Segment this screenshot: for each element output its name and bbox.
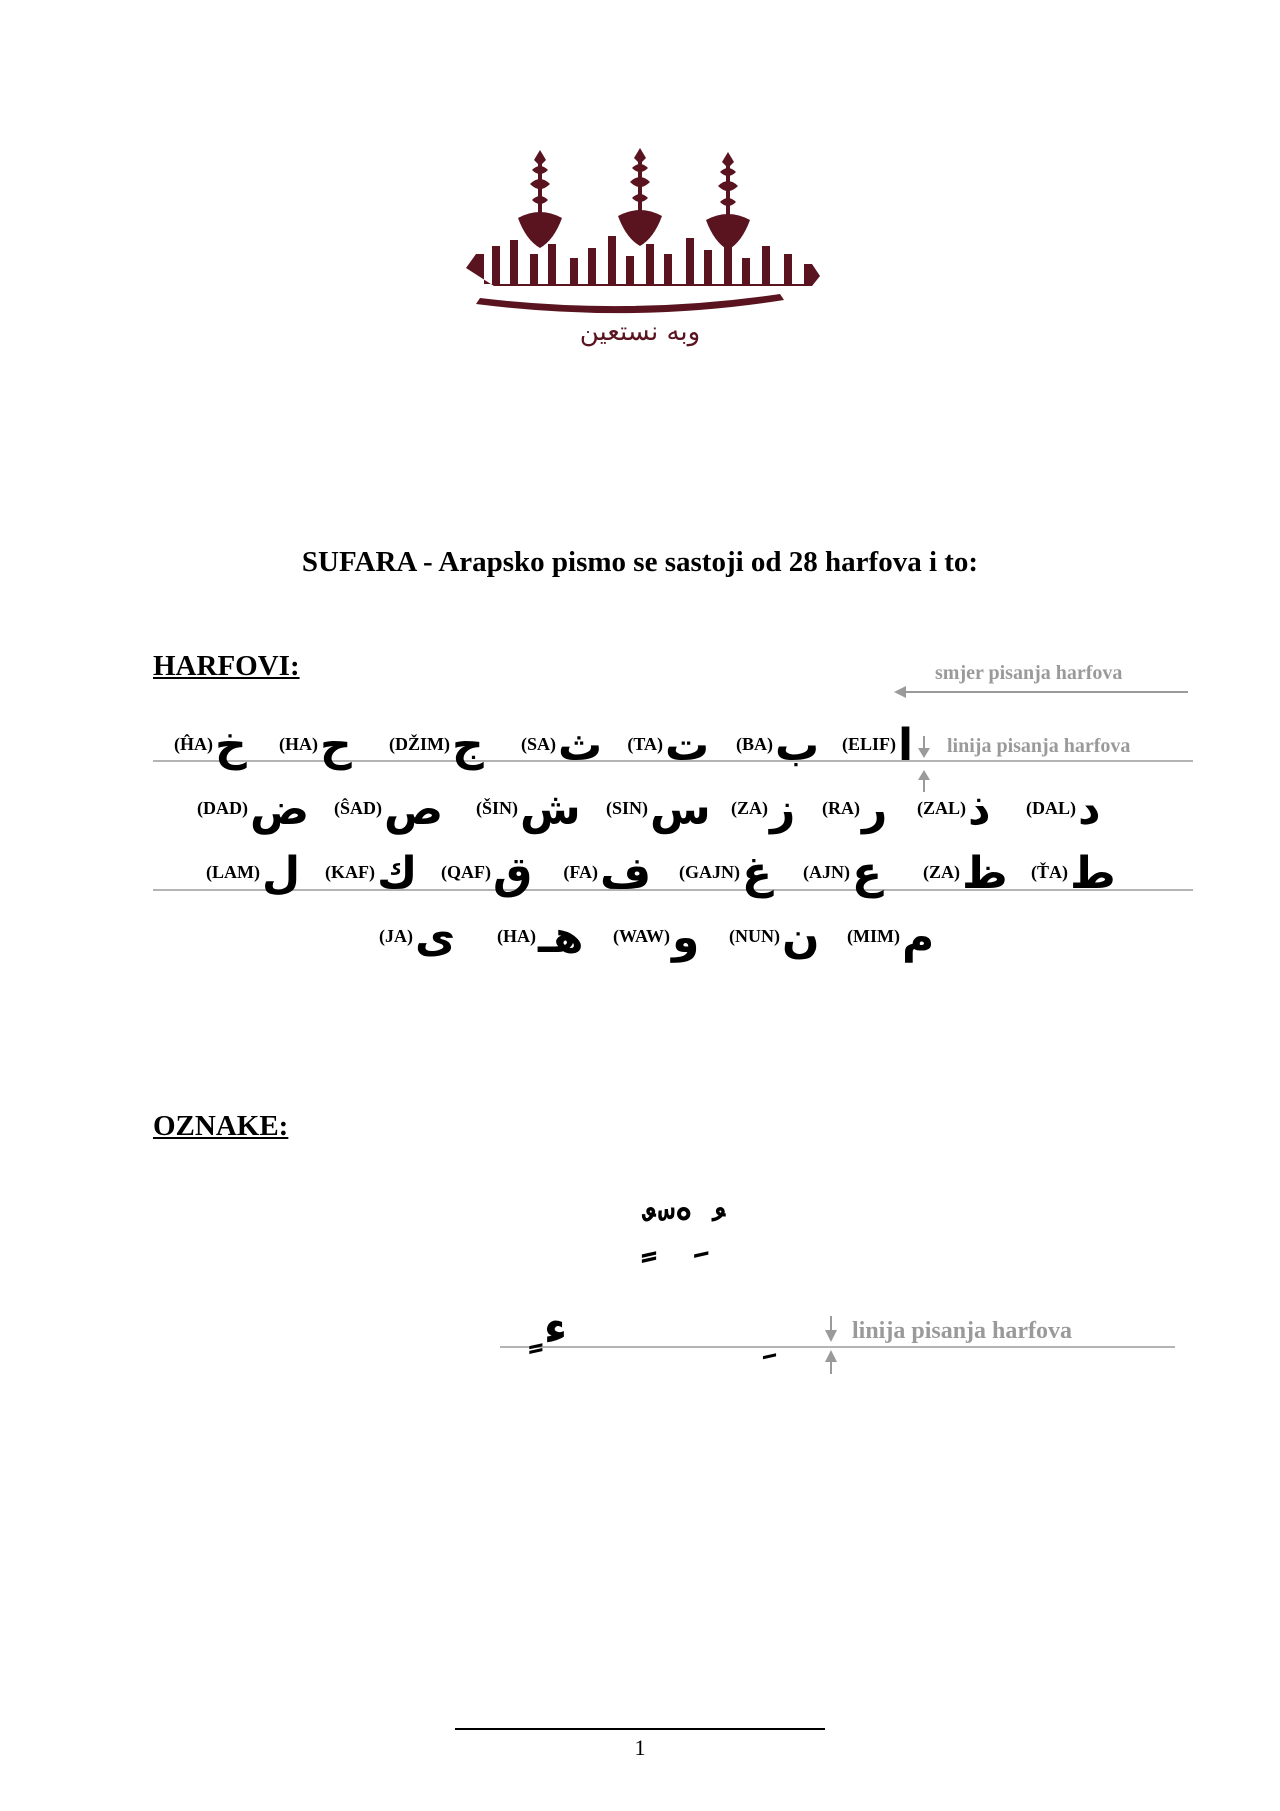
writing-direction-label: smjer pisanja harfova: [935, 662, 1123, 684]
direction-arrow-icon: [892, 684, 1192, 700]
letter-item: (TA) ت: [627, 720, 710, 771]
letter-item: (NUN) ن: [729, 912, 820, 963]
letter-item: (WAW) و: [613, 912, 700, 963]
footer-rule: [455, 1728, 825, 1730]
letter-item: (SA) ث: [521, 720, 603, 771]
letter-item: (HA) هـ: [497, 912, 584, 963]
letter-item: (ELIF) ا: [842, 720, 914, 771]
page-number: 1: [634, 1735, 646, 1760]
letter-item: (QAF) ق: [441, 848, 533, 899]
letter-item: (ZA) ظ: [923, 848, 1008, 899]
letter-item: (KAF) ك: [325, 848, 418, 899]
letter-item: (GAJN) غ: [679, 848, 773, 899]
letter-item: (MIM) م: [847, 912, 935, 963]
letter-item: (AJN) ع: [803, 848, 883, 899]
letter-item: (HA) ح: [279, 720, 352, 771]
baseline-rule-2: [153, 889, 1193, 891]
baseline-label: linija pisanja harfova: [947, 735, 1131, 757]
harfovi-heading: HARFOVI:: [153, 650, 300, 682]
letter-item: (DAD) ض: [197, 784, 310, 835]
letter-item: (BA) ب: [736, 720, 820, 771]
letter-item: (ŜAD) ص: [334, 784, 444, 835]
baseline-label-oznake: linija pisanja harfova: [852, 1318, 1073, 1344]
letter-item: (JA) ى: [379, 912, 456, 963]
letter-item: (ZAL) ذ: [917, 784, 991, 835]
letter-item: (FA) ف: [563, 848, 652, 899]
baseline-arrows-icon: [917, 736, 931, 792]
letter-item: (DAL) د: [1026, 784, 1101, 835]
letter-item: (LAM) ل: [206, 848, 301, 899]
letter-item: (ŤA) ط: [1031, 848, 1116, 899]
letter-item: (SIN) س: [605, 784, 711, 835]
oznake-heading: OZNAKE:: [153, 1110, 289, 1142]
bismillah-logo-icon: [460, 148, 820, 353]
letter-item: (ĤA) خ: [174, 720, 247, 771]
logo-subtitle: وبه نستعين: [579, 317, 701, 347]
letter-item: (ŠIN) ش: [475, 784, 581, 835]
sample-marks-left: ٍ ء: [528, 1300, 568, 1354]
diacritic-marks: ٍ ٌ ّ ْ ِ ُ: [636, 1205, 724, 1263]
letter-item: (DŽIM) ج: [389, 720, 484, 771]
letter-item: (RA) ر: [822, 784, 888, 835]
page-title: SUFARA - Arapsko pismo se sastoji od 28 harfova i to:: [301, 546, 979, 578]
letter-item: (ZA) ز: [731, 784, 796, 835]
baseline-arrows-oznake-icon: [824, 1316, 838, 1374]
